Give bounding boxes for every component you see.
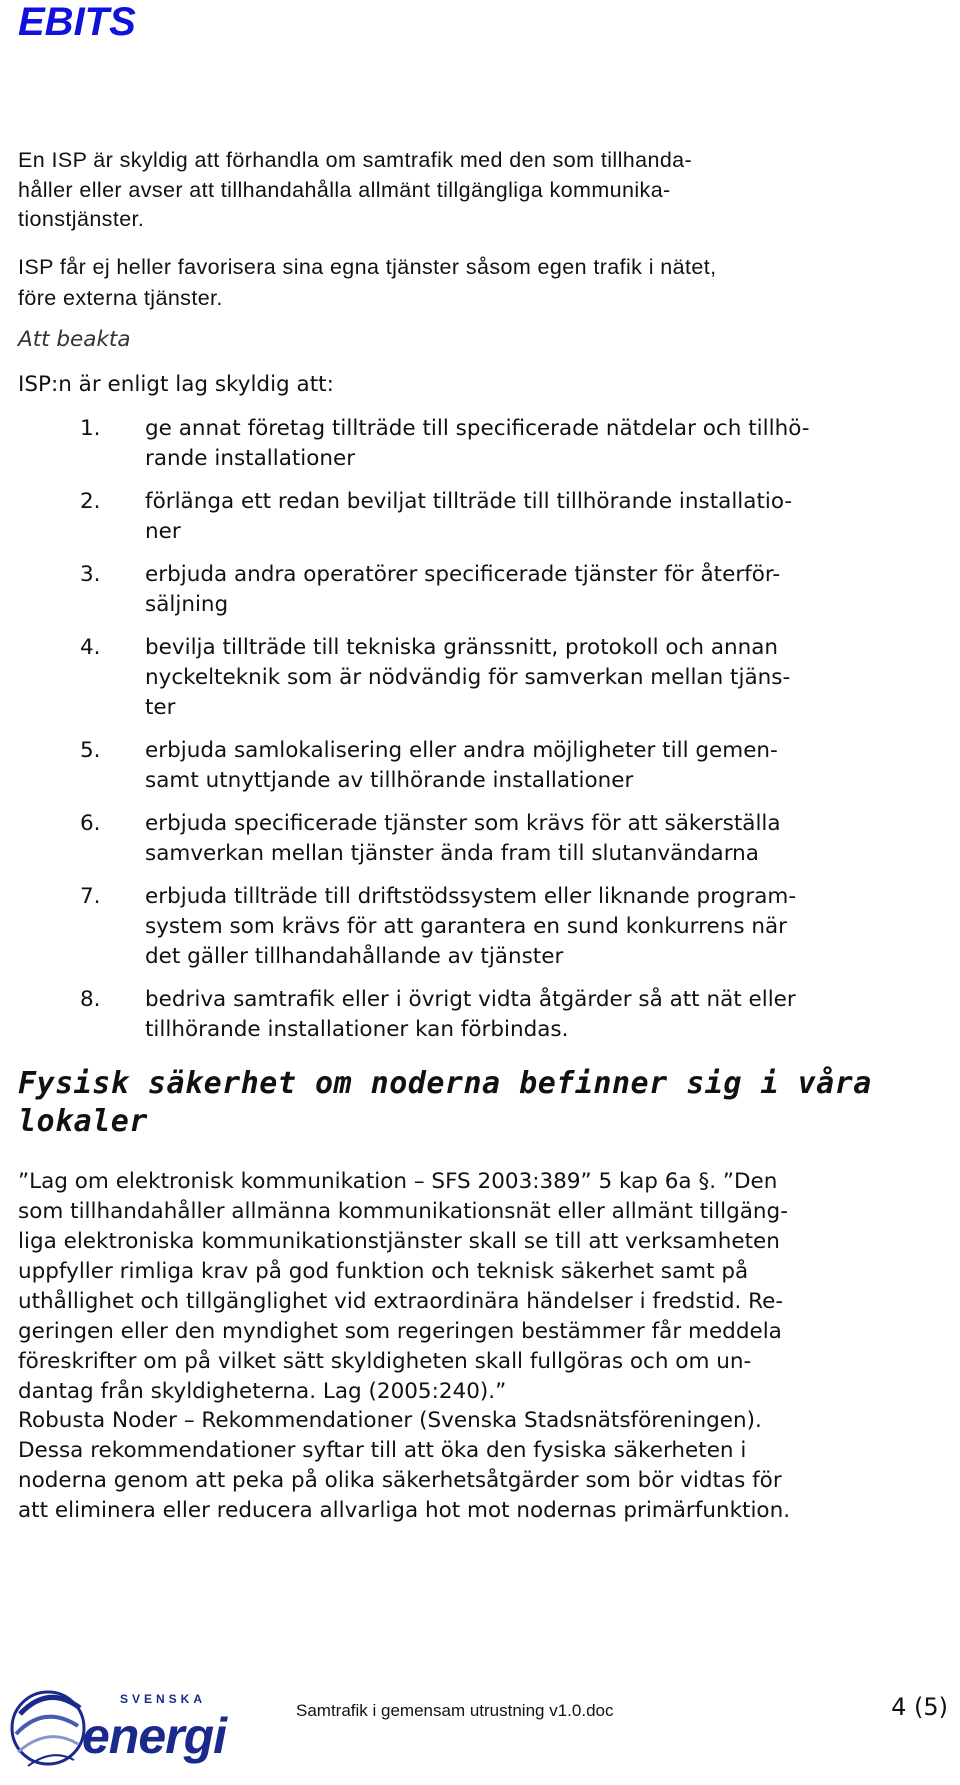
list-item (18, 633, 938, 723)
list-number: 3. (80, 562, 101, 587)
list-item (18, 487, 938, 547)
logo-swirl-icon (8, 1674, 88, 1782)
list-number: 5. (80, 738, 101, 763)
brand-title: EBITS (18, 0, 136, 44)
list-text: förlänga ett redan beviljat tillträde till tillhörande installatio- ner (145, 489, 793, 544)
list-item (18, 809, 938, 869)
list-number: 2. (80, 489, 101, 514)
list-text: erbjuda tillträde till driftstödssystem eller liknande program- system som krävs för att garantera en sund konkurrens när det gäller tillhandahållande av tjänster (145, 884, 797, 969)
paragraph-favoritism: ISP får ej heller favorisera sina egna tjänster såsom egen trafik i nätet, före externa tjänster. (18, 255, 717, 310)
section-heading-physical-security: Fysisk säkerhet om noderna befinner sig i våra lokaler (18, 1066, 872, 1139)
list-number: 6. (80, 811, 101, 836)
paragraph-law-quote: ”Lag om elektronisk kommunikation – SFS 2003:389” 5 kap 6a §. ”Den som tillhandahåller allmänna kommunikationsnät eller allmänt tillgäng- liga elektroniska kommunikationstjänster skall se till att verksamheten uppfyller rimliga krav på god funktion och teknisk säkerhet samt på uthållighet och tillgänglighet vid extraordinära händelser i fredstid. Re- geringen eller den myndighet som regeringen bestämmer får meddela föreskrifter om på vilket sätt skyldigheten skall fullgöras och om un- dantag från skyldigheterna. Lag (2005:240).” (18, 1169, 788, 1404)
footer-page-number: 4 (5) (891, 1693, 948, 1721)
list-item (18, 560, 938, 620)
list-text: bedriva samtrafik eller i övrigt vidta åtgärder så att nät eller tillhörande installationer kan förbindas. (145, 987, 796, 1042)
list-text: erbjuda specificerade tjänster som krävs för att säkerställa samverkan mellan tjänster ända fram till slutanvändarna (145, 811, 781, 866)
list-text: erbjuda samlokalisering eller andra möjligheter till gemen- samt utnyttjande av tillhörande installationer (145, 738, 778, 793)
footer-filename: Samtrafik i gemensam utrustning v1.0.doc (296, 1701, 614, 1720)
svenska-energi-logo (8, 1674, 227, 1782)
logo-svenska-text: SVENSKA (120, 1692, 207, 1706)
list-item (18, 882, 938, 972)
obligation-list (18, 414, 938, 1058)
paragraph-robusta-noder: Robusta Noder – Rekommendationer (Svenska Stadsnätsföreningen). Dessa rekommendationer syftar till att öka den fysiska säkerheten i noderna genom att peka på olika säkerhetsåtgärder som bör vidtas för att eliminera eller reducera allvarliga hot mot nodernas primärfunktion. (18, 1408, 791, 1523)
list-text: bevilja tillträde till tekniska gränssnitt, protokoll och annan nyckelteknik som är nödvändig för samverkan mellan tjäns- ter (145, 635, 791, 720)
list-item (18, 736, 938, 796)
paragraph-negotiation: En ISP är skyldig att förhandla om samtrafik med den som tillhanda- håller eller avser att tillhandahålla allmänt tillgängliga kommunika- tionstjänster. (18, 148, 693, 231)
list-number: 1. (80, 416, 101, 441)
list-text: erbjuda andra operatörer specificerade tjänster för återför- säljning (145, 562, 781, 617)
logo-energi-text: energi (82, 1708, 227, 1764)
list-text: ge annat företag tillträde till specificerade nätdelar och tillhö- rande installationer (145, 416, 810, 471)
list-number: 8. (80, 987, 101, 1012)
list-item (18, 985, 938, 1045)
list-item (18, 414, 938, 474)
list-number: 4. (80, 635, 101, 660)
list-number: 7. (80, 884, 101, 909)
list-intro: ISP:n är enligt lag skyldig att: (18, 372, 334, 397)
subheading-att-beakta: Att beakta (18, 327, 131, 352)
